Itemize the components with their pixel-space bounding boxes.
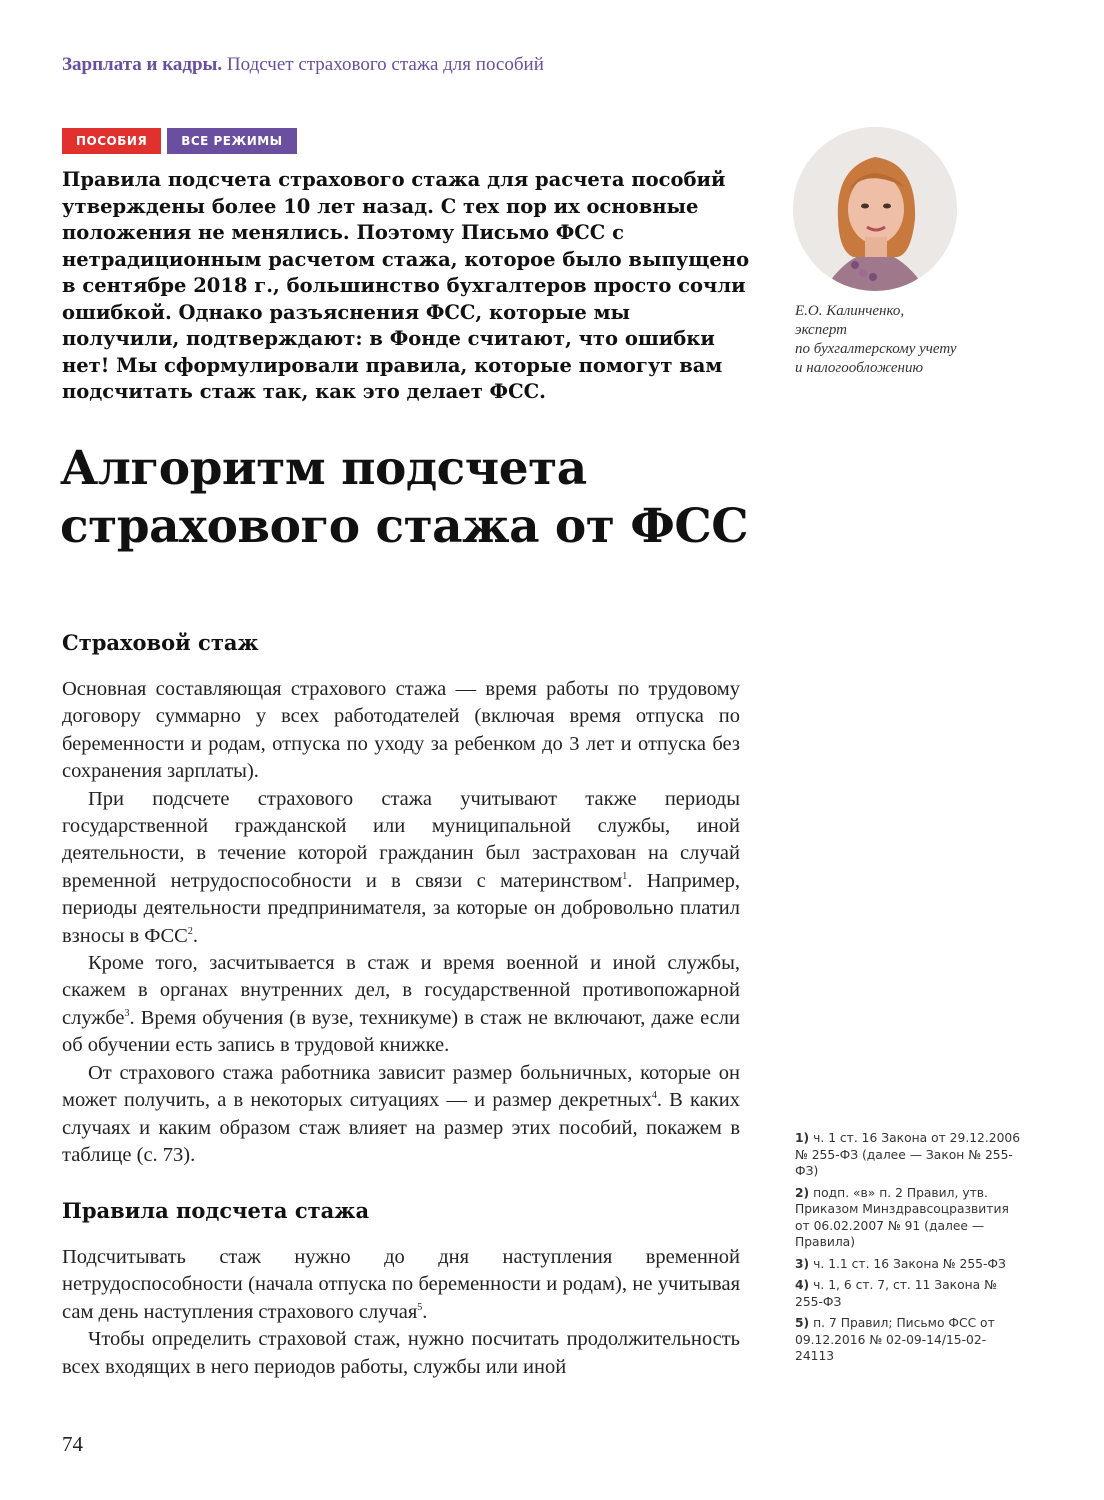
footnote-ref[interactable]: 2 (187, 925, 193, 937)
article-title (60, 440, 760, 556)
paragraph: Чтобы определить страховой стаж, нужно посчитать продолжительность всех входящих в него периодов работы, службы или иной (62, 1328, 740, 1378)
header-topic: Подсчет страхового стажа для пособий (226, 54, 544, 75)
tag-all-regimes: ВСЕ РЕЖИМЫ (167, 128, 296, 154)
footnote-item: 2) подп. «в» п. 2 Правил, утв. Приказом Минздравсоцразвития от 06.02.2007 № 91 (далее — Правила) (795, 1185, 1009, 1249)
paragraph: От страхового стажа работника зависит размер больничных, которые он может получить, а в некоторых ситуациях — и размер декретных$^4$. В каких случаях и каким образом стаж влияет на размер этих пособий, покажем в таблице (с. 73). (62, 1061, 740, 1166)
author-photo (793, 127, 957, 291)
section-heading-counting-rules: Правила подсчета стажа (62, 1198, 370, 1223)
page-number: 74 (62, 1432, 83, 1456)
running-header (62, 54, 544, 76)
tag-list (62, 128, 297, 154)
footnote-ref[interactable]: 1 (622, 871, 628, 883)
title-line-2: страхового стажа от ФСС (60, 499, 749, 554)
paragraph: Подсчитывать стаж нужно до дня наступления временной нетрудоспособности (начала отпуска по беременности и родам), не учитывая сам день наступления страхового случая$^5$. (62, 1246, 740, 1323)
author-role: по бухгалтерскому учету (795, 341, 957, 357)
paragraph: При подсчете страхового стажа учитывают также периоды государственной гражданской или муниципальной службы, иной деятельности, в течение которой гражданин был застрахован на случай временной нетрудоспособности и в связи с материнством$^1$. Например, периоды деятельности предпринимателя, за которые он добровольно платил взносы в ФСС$^2$. (62, 787, 740, 947)
footnote-ref[interactable]: 5 (417, 1301, 423, 1313)
author-name: Е.О. Калинченко, (795, 303, 905, 319)
header-section: Зарплата и кадры. (62, 54, 223, 75)
section-heading-insurance-experience: Страховой стаж (62, 630, 259, 655)
author-caption (795, 302, 1015, 378)
footnote-item: 1) ч. 1 ст. 16 Закона от 29.12.2006 № 255-ФЗ (далее — Закон № 255-ФЗ) (795, 1131, 1021, 1178)
author-portrait-illustration (793, 127, 957, 291)
author-role: эксперт (795, 322, 848, 338)
section-body-counting-rules (62, 1244, 740, 1381)
tag-benefits: ПОСОБИЯ (62, 128, 161, 154)
footnote-item: 3) ч. 1.1 ст. 16 Закона № 255-ФЗ (795, 1256, 1006, 1271)
footnote-ref[interactable]: 3 (124, 1008, 130, 1020)
footnotes (795, 1130, 1025, 1370)
title-line-1: Алгоритм подсчета (60, 441, 587, 496)
author-role: и налогообложению (795, 360, 924, 376)
section-body-insurance-experience (62, 676, 740, 1169)
paragraph: Основная составляющая страхового стажа — время работы по трудовому договору суммарно у всех работодателей (включая время отпуска по беременности и родам, отпуска по уходу за ребенком до 3 лет и отпуска без сохранения зарплаты). (62, 678, 740, 783)
footnote-item: 4) ч. 1, 6 ст. 7, ст. 11 Закона № 255-ФЗ (795, 1278, 997, 1309)
lead-paragraph: Правила подсчета страхового стажа для расчета пособий утверждены более 10 лет назад. С тех пор их основные положения не менялись. Поэтому Письмо ФСС с нетрадиционным расчетом стажа, которое было выпущено в сентябре 2018 г., большинство бухгалтеров просто сочли ошибкой. Однако разъяснения ФСС, которые мы получили, подтверждают: в Фонде считают, что ошибки нет! Мы сформулировали правила, которые помогут вам подсчитать стаж так, как это делает ФСС. (62, 168, 750, 403)
footnote-item: 5) п. 7 Правил; Письмо ФСС от 09.12.2016 № 02-09-14/15-02-24113 (795, 1316, 995, 1363)
footnote-ref[interactable]: 4 (651, 1090, 657, 1102)
paragraph: Кроме того, засчитывается в стаж и время военной и иной службы, скажем в органах внутренних дел, в государственной противопожарной службе$^3$. Время обучения (в вузе, техникуме) в стаж не включают, даже если об обучении есть запись в трудовой книжке. (62, 952, 740, 1057)
